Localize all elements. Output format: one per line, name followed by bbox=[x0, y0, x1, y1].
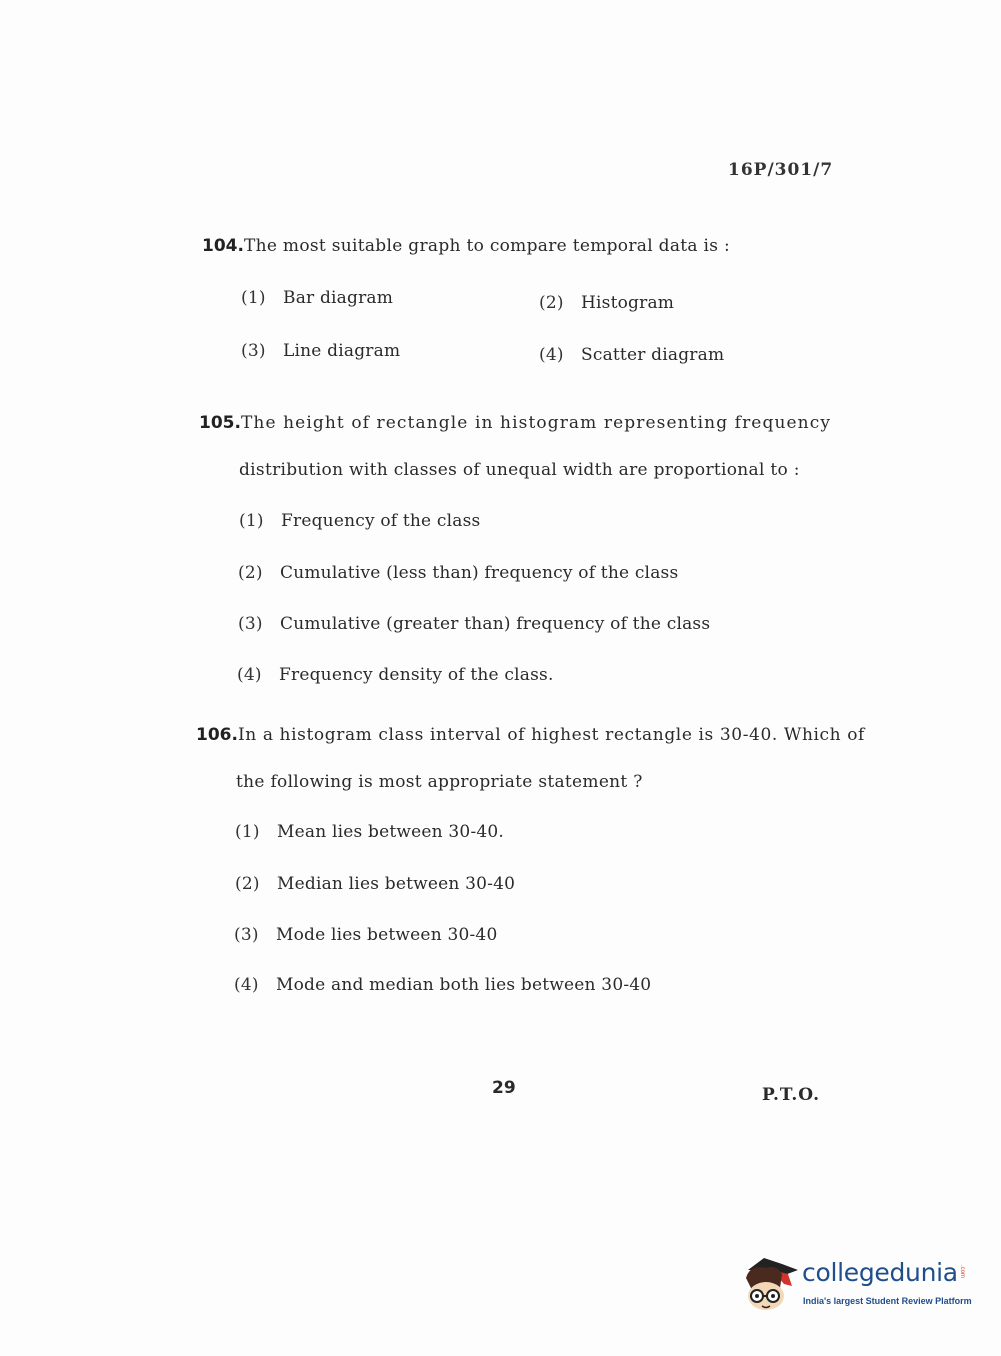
option-text: Mode and median both lies between 30-40 bbox=[276, 975, 652, 995]
mascot-logo-icon bbox=[742, 1250, 802, 1316]
option bbox=[539, 293, 674, 313]
option-number: (3) bbox=[238, 614, 263, 634]
option-text: Line diagram bbox=[283, 341, 401, 361]
collegedunia-watermark bbox=[742, 1250, 974, 1316]
option-text: Median lies between 30-40 bbox=[277, 874, 516, 894]
option bbox=[238, 563, 678, 583]
question-number: 105. bbox=[199, 413, 241, 433]
question-number: 104. bbox=[202, 236, 244, 256]
question-text-line: the following is most appropriate statement ? bbox=[236, 772, 643, 792]
option-number: (4) bbox=[539, 345, 564, 365]
question-text: In a histogram class interval of highest rectangle is 30-40. Which of bbox=[237, 725, 865, 745]
option-text: Histogram bbox=[581, 293, 675, 313]
option bbox=[235, 822, 504, 842]
option-number: (1) bbox=[235, 822, 260, 842]
option-number: (3) bbox=[234, 925, 259, 945]
option-number: (4) bbox=[237, 665, 262, 685]
question-text: The most suitable graph to compare temporal data is : bbox=[243, 236, 731, 256]
option-text: Frequency density of the class. bbox=[279, 665, 554, 685]
question-text: The height of rectangle in histogram representing frequency bbox=[240, 413, 832, 433]
option-number: (3) bbox=[241, 341, 266, 361]
option bbox=[241, 341, 400, 361]
option bbox=[238, 614, 710, 634]
question-105 bbox=[199, 413, 831, 433]
brand-name: collegedunia bbox=[802, 1258, 958, 1287]
option bbox=[234, 925, 497, 945]
pto-label: P.T.O. bbox=[762, 1085, 820, 1105]
question-number: 106. bbox=[196, 725, 238, 745]
option-text: Bar diagram bbox=[283, 288, 394, 308]
question-text-line: distribution with classes of unequal width are proportional to : bbox=[239, 460, 800, 480]
option-number: (2) bbox=[539, 293, 564, 313]
option bbox=[241, 288, 393, 308]
page-number: 29 bbox=[492, 1078, 516, 1098]
option-number: (2) bbox=[235, 874, 260, 894]
option-text: Scatter diagram bbox=[581, 345, 725, 365]
option-text: Frequency of the class bbox=[281, 511, 481, 531]
option bbox=[234, 975, 651, 995]
question-104 bbox=[202, 236, 730, 256]
option bbox=[239, 511, 480, 531]
option bbox=[237, 665, 554, 685]
paper-code: 16P/301/7 bbox=[728, 160, 834, 180]
option-text: Mode lies between 30-40 bbox=[276, 925, 498, 945]
option-number: (1) bbox=[239, 511, 264, 531]
option-number: (4) bbox=[234, 975, 259, 995]
option-number: (1) bbox=[241, 288, 266, 308]
option-number: (2) bbox=[238, 563, 263, 583]
option-text: Cumulative (less than) frequency of the class bbox=[280, 563, 679, 583]
option-text: Cumulative (greater than) frequency of the class bbox=[280, 614, 711, 634]
question-106 bbox=[196, 725, 865, 745]
brand-suffix: .com bbox=[959, 1265, 965, 1279]
option-text: Mean lies between 30-40. bbox=[277, 822, 505, 842]
option bbox=[235, 874, 515, 894]
option bbox=[539, 345, 724, 365]
brand-tagline: India's largest Student Review Platform bbox=[803, 1296, 972, 1306]
